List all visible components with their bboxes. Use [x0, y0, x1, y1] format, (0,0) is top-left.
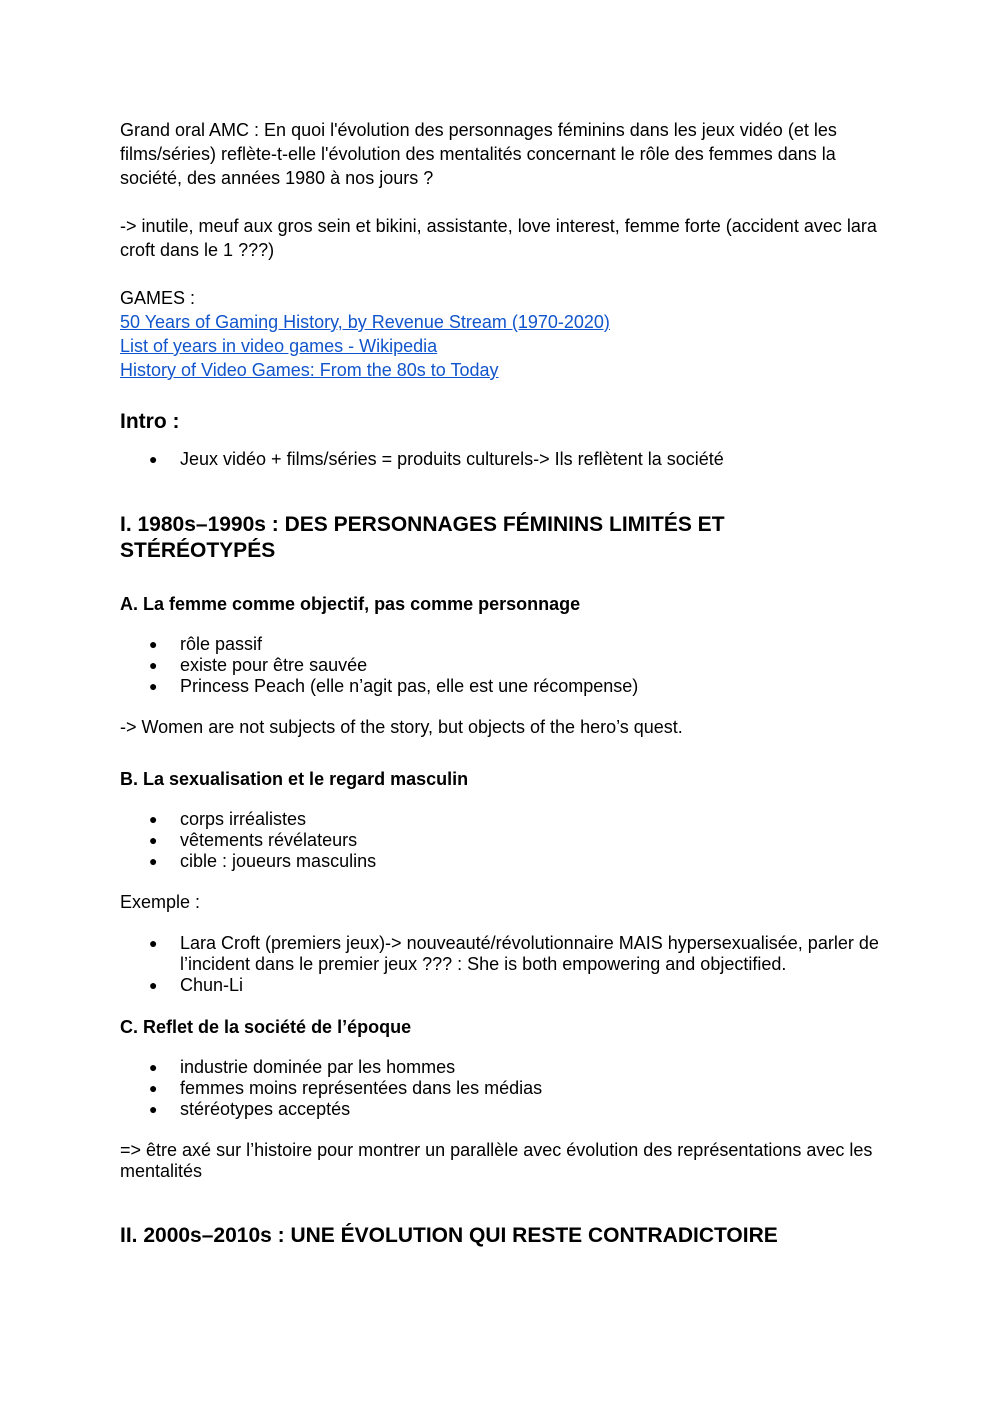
- bullet-icon: ●: [149, 1080, 158, 1096]
- notes-line: -> inutile, meuf aux gros sein et bikini, assistante, love interest, femme forte (accident avec lara croft dans le 1 ???): [120, 216, 877, 260]
- list-item: ● cible : joueurs masculins: [149, 851, 377, 871]
- list-item: ● corps irréalistes: [149, 809, 307, 829]
- list-item: ● Chun-Li: [149, 975, 244, 995]
- section-b-list: [120, 809, 880, 872]
- list-item: ● Princess Peach (elle n’agit pas, elle est une récompense): [149, 676, 639, 696]
- part2-heading: II. 2000s–2010s : UNE ÉVOLUTION QUI RESTE CONTRADICTOIRE: [120, 1224, 778, 1247]
- games-label: GAMES :: [120, 288, 196, 308]
- section-c-list: [120, 1057, 880, 1120]
- examples-list: [120, 933, 880, 996]
- bullet-icon: ●: [149, 811, 158, 827]
- list-item: ● stéréotypes acceptés: [149, 1099, 351, 1119]
- bullet-icon: ●: [149, 853, 158, 869]
- bullet-icon: ●: [149, 977, 158, 993]
- list-item: ● industrie dominée par les hommes: [149, 1057, 456, 1077]
- document-page: [120, 118, 880, 1249]
- list-item: ● existe pour être sauvée: [149, 655, 368, 675]
- intro-list: [120, 449, 880, 470]
- list-item: ● femmes moins représentées dans les médias: [149, 1078, 543, 1098]
- part1-heading: I. 1980s–1990s : DES PERSONNAGES FÉMININS LIMITÉS ET STÉRÉOTYPÉS: [120, 513, 725, 562]
- list-item: ● vêtements révélateurs: [149, 830, 358, 850]
- section-a-note: -> Women are not subjects of the story, but objects of the hero’s quest.: [120, 717, 683, 737]
- example-label: Exemple :: [120, 892, 201, 912]
- bullet-icon: ●: [149, 935, 158, 951]
- section-b-heading: B. La sexualisation et le regard masculin: [120, 769, 469, 789]
- section-a-list: [120, 634, 880, 697]
- list-item: ● Lara Croft (premiers jeux)-> nouveauté/révolutionnaire MAIS hypersexualisée, parler de l’incident dans le premier jeux ??? : She is both empowering and objectified.: [149, 933, 879, 974]
- link-years-in-video-games[interactable]: List of years in video games - Wikipedia: [120, 336, 438, 356]
- link-gaming-history[interactable]: 50 Years of Gaming History, by Revenue Stream (1970-2020): [120, 312, 610, 332]
- section-c-heading: C. Reflet de la société de l’époque: [120, 1017, 412, 1037]
- bullet-icon: ●: [149, 1059, 158, 1075]
- bullet-icon: ●: [149, 657, 158, 673]
- list-item: ● Jeux vidéo + films/séries = produits culturels-> Ils reflètent la société: [149, 449, 724, 469]
- bullet-icon: ●: [149, 678, 158, 694]
- bullet-icon: ●: [149, 832, 158, 848]
- list-item: ● rôle passif: [149, 634, 263, 654]
- bullet-icon: ●: [149, 1101, 158, 1117]
- section-c-note: => être axé sur l’histoire pour montrer un parallèle avec évolution des représentations avec les mentalités: [120, 1140, 873, 1181]
- intro-heading: Intro :: [120, 410, 180, 433]
- section-a-heading: A. La femme comme objectif, pas comme personnage: [120, 594, 581, 614]
- intro-paragraph: Grand oral AMC : En quoi l'évolution des personnages féminins dans les jeux vidéo (et les films/séries) reflète-t-elle l'évolution des mentalités concernant le rôle des femmes dans la société, des années 1980 à nos jours ?: [120, 120, 837, 188]
- bullet-icon: ●: [149, 636, 158, 652]
- bullet-icon: ●: [149, 451, 158, 467]
- link-history-of-video-games[interactable]: History of Video Games: From the 80s to Today: [120, 360, 499, 380]
